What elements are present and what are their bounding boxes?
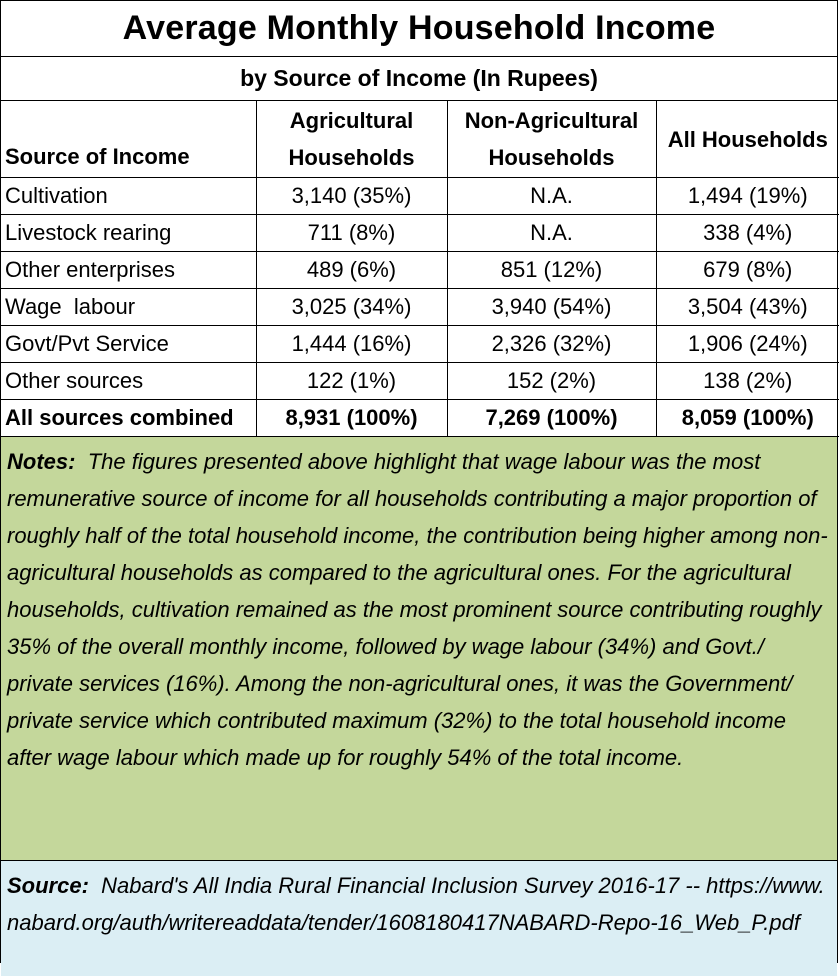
row-label: Govt/Pvt Service	[1, 326, 256, 363]
cell-agricultural: 3,140 (35%)	[256, 178, 447, 215]
total-all-households: 8,059 (100%)	[656, 400, 839, 437]
table-row	[1, 363, 839, 400]
row-label: Other sources	[1, 363, 256, 400]
page-subtitle: by Source of Income (In Rupees)	[1, 57, 837, 101]
source-label: Source:	[7, 873, 89, 898]
row-label: Other enterprises	[1, 252, 256, 289]
total-agricultural: 8,931 (100%)	[256, 400, 447, 437]
notes-text: The figures presented above highlight that wage labour was the most remunerative source of income for all households contributing a major proportion of roughly half of the total household income, the contribution being higher among non-agricultural households as compared to the agricultural ones. For the agricultural households, cultivation remained as the most prominent source contributing roughly 35% of the overall monthly income, followed by wage labour (34%) and Govt./ private services (16%). Among the non-agricultural ones, it was the Government/ private service which contributed maximum (32%) to the total household income after wage labour which made up for roughly 54% of the total income.	[7, 449, 828, 770]
total-row	[1, 400, 839, 437]
total-non-agricultural: 7,269 (100%)	[447, 400, 656, 437]
table-row	[1, 252, 839, 289]
source-panel	[1, 861, 837, 976]
table-row	[1, 215, 839, 252]
row-label: Wage labour	[1, 289, 256, 326]
cell-all-households: 1,906 (24%)	[656, 326, 839, 363]
notes-panel	[1, 437, 837, 861]
cell-non-agricultural: 2,326 (32%)	[447, 326, 656, 363]
source-text[interactable]: Nabard's All India Rural Financial Inclusion Survey 2016-17 -- https://www.nabard.org/auth/writereaddata/tender/1608180417NABARD-Repo-16_Web_P.pdf	[7, 873, 825, 935]
cell-non-agricultural: N.A.	[447, 178, 656, 215]
cell-all-households: 338 (4%)	[656, 215, 839, 252]
cell-agricultural: 122 (1%)	[256, 363, 447, 400]
header-row	[1, 101, 839, 178]
header-all-households: All Households	[656, 101, 839, 178]
cell-non-agricultural: 152 (2%)	[447, 363, 656, 400]
header-non-agricultural: Non-Agricultural Households	[447, 101, 656, 178]
table-row	[1, 326, 839, 363]
cell-agricultural: 1,444 (16%)	[256, 326, 447, 363]
cell-all-households: 3,504 (43%)	[656, 289, 839, 326]
header-agricultural: Agricultural Households	[256, 101, 447, 178]
cell-agricultural: 711 (8%)	[256, 215, 447, 252]
total-label: All sources combined	[1, 400, 256, 437]
cell-all-households: 1,494 (19%)	[656, 178, 839, 215]
row-label: Livestock rearing	[1, 215, 256, 252]
header-source: Source of Income	[1, 101, 256, 178]
income-table	[1, 101, 839, 437]
cell-non-agricultural: N.A.	[447, 215, 656, 252]
cell-non-agricultural: 851 (12%)	[447, 252, 656, 289]
cell-agricultural: 489 (6%)	[256, 252, 447, 289]
cell-all-households: 138 (2%)	[656, 363, 839, 400]
table-row	[1, 178, 839, 215]
cell-non-agricultural: 3,940 (54%)	[447, 289, 656, 326]
cell-agricultural: 3,025 (34%)	[256, 289, 447, 326]
table-row	[1, 289, 839, 326]
notes-label: Notes:	[7, 449, 76, 474]
cell-all-households: 679 (8%)	[656, 252, 839, 289]
page-title: Average Monthly Household Income	[1, 1, 837, 57]
row-label: Cultivation	[1, 178, 256, 215]
